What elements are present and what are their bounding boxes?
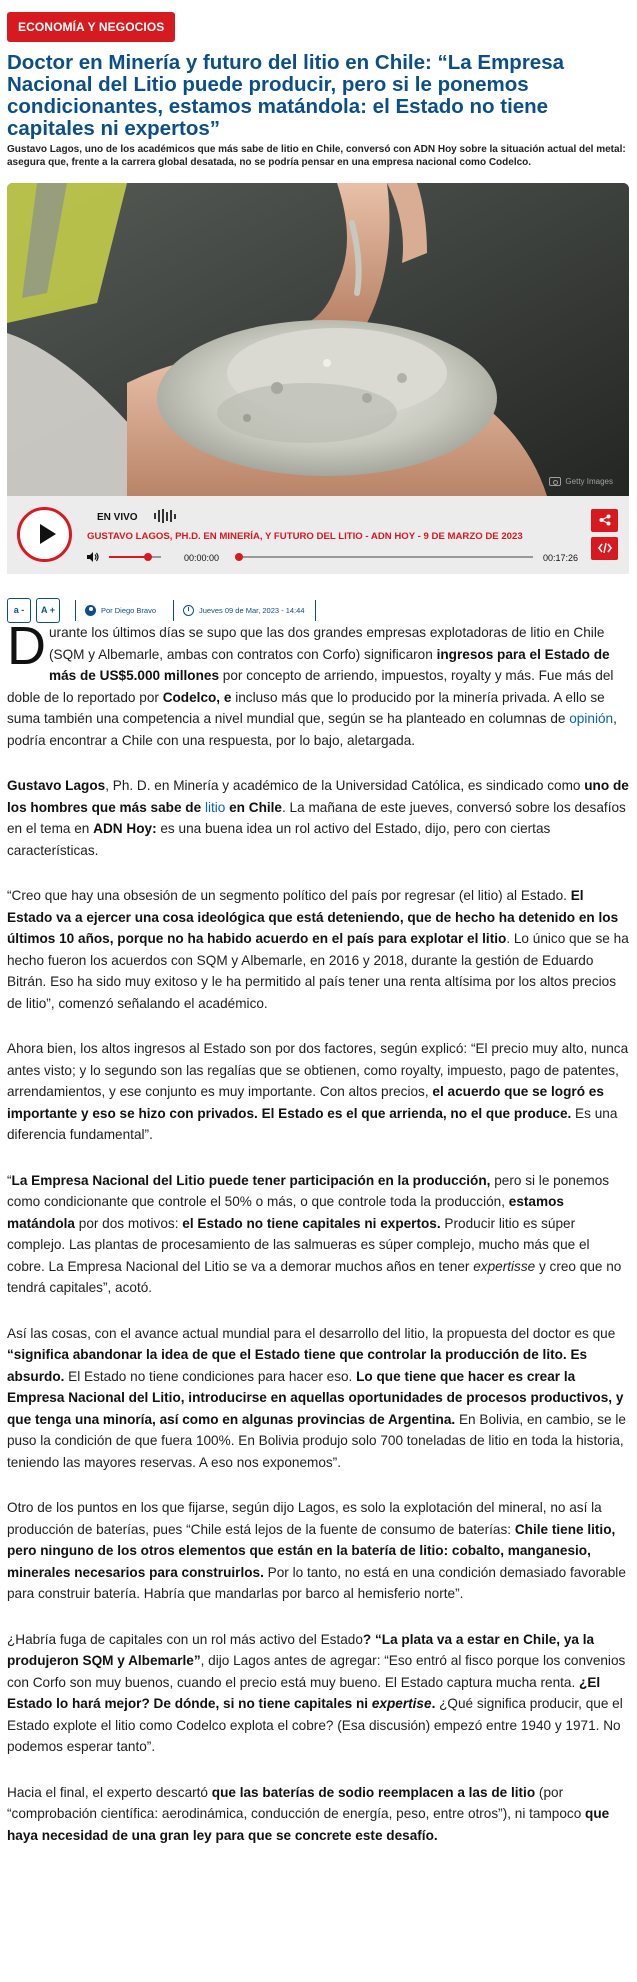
volume-slider[interactable]: [109, 556, 161, 558]
text-run: “Creo que hay una obsesión de un segmento político del país por regresar (el litio) al Estado.: [7, 888, 571, 903]
divider: [75, 600, 76, 621]
bold-text: Chile tiene litio, pero ninguno de los otros elementos que están en la batería de litio: cobalto, manganesio, minerales necesarios para construirlos.: [7, 1521, 616, 1580]
bold-text: ? “La plata va a estar en Chile, ya la produjeron SQM y Albemarle”: [7, 1631, 595, 1668]
italic-text: expertisse: [473, 1258, 536, 1274]
paragraph: [7, 1170, 629, 1299]
text-run: Otro de los puntos en los que fijarse, según dijo Lagos, es solo la explotación del mineral, no así la producción de baterías, pues “Chile está lejos de la fuente de consumo de baterías:: [7, 1500, 602, 1537]
seek-bar[interactable]: [238, 556, 533, 558]
share-button[interactable]: [591, 509, 618, 532]
bold-text: uno de los hombres que más sabe de: [7, 778, 629, 815]
paragraph: [7, 1038, 629, 1146]
audio-wave-icon: [154, 509, 176, 523]
camera-icon: [549, 477, 561, 486]
bold-text: ¿El Estado lo hará mejor? De dónde, si no tiene capitales ni: [7, 1674, 601, 1711]
bold-text: el acuerdo que se logró es importante y eso se hizo con privados. El Estado es el que arrienda, no el que produce.: [7, 1084, 604, 1121]
text-run: Por lo tanto, no está en una condición demasiado favorable para construir batería. Habría que mandarlas por barco al hemisferio norte”.: [7, 1564, 626, 1601]
bold-text: que haya necesidad de una gran ley para que se concrete este desafío.: [7, 1806, 610, 1843]
clock-icon: [183, 605, 194, 616]
text-run: , Ph. D. en Minería y académico de la Universidad Católica, es sindicado como: [105, 778, 585, 793]
text-run: En Bolivia, en cambio, se le puso la condición de que fuera 100%. En Bolivia produjo solo 700 toneladas de litio en toda la historia, teniendo las mayores reservas. A eso nos exponemos”.: [7, 1411, 626, 1470]
text-run: urante los últimos días se supo que las dos grandes empresas explotadoras de litio en Chile (SQM y Albemarle, ambas con contratos con Corfo) significaron: [49, 625, 605, 662]
publish-date: Jueves 09 de Mar, 2023 - 14:44: [199, 606, 305, 615]
divider: [173, 600, 174, 621]
hero-image: [7, 183, 629, 496]
text-run: El Estado no tiene condiciones para hacer eso.: [64, 1368, 357, 1384]
bold-text: Gustavo Lagos: [7, 778, 106, 793]
text-run: . La mañana de este jueves, conversó sobre los desafíos en el tema en: [7, 799, 626, 836]
bold-text: e: [223, 689, 232, 705]
paragraph: [7, 1629, 629, 1758]
bold-text: El Estado va a ejercer una cosa ideológica que está deteniendo, que de hecho ha detenido en los últimos 10 años, porque no ha habido acuerdo en el país para explotar el litio: [7, 888, 619, 946]
text-run: , podría encontrar a Chile con una respuesta, por lo bajo, aletargada.: [7, 711, 617, 748]
paragraph: [7, 1497, 629, 1605]
drop-cap: D: [7, 616, 46, 676]
inline-link[interactable]: litio: [204, 799, 226, 815]
article-lead: Gustavo Lagos, uno de los académicos que más sabe de litio en Chile, conversó con ADN Hoy sobre la situación actual del metal: asegura que, frente a la carrera global desatada, no se podría pensar en una empresa nacional como Codelco.: [7, 144, 626, 168]
author-name[interactable]: Por Diego Bravo: [101, 606, 157, 615]
category-badge[interactable]: ECONOMÍA Y NEGOCIOS: [7, 12, 175, 42]
text-run: Hacia el final, el experto descartó: [7, 1784, 212, 1800]
bold-text: Lo que tiene que hacer es crear la Empresa Nacional del Litio, introducirse en aquellas oportunidades de procesos productivos, y que tenga una minoría, así como en algunas provincias de Argentina.: [7, 1368, 624, 1427]
bold-text: Codelco,: [162, 689, 221, 705]
bold-text: en Chile: [225, 799, 282, 815]
text-run: pero si le ponemos como condicionante que controle el 50% o más, o que controle toda la producción,: [7, 1172, 610, 1209]
photo-credit: Getty Images: [549, 477, 613, 486]
paragraph: [7, 1323, 629, 1474]
text-run: y creo que no tendrá capitales”, acotó.: [7, 1258, 622, 1295]
text-run: ¿Habría fuga de capitales con un rol más activo del Estado: [7, 1631, 363, 1647]
text-run: Ahora bien, los altos ingresos al Estado son por dos factores, según explicó: “El precio muy alto, nunca antes visto; y lo segundo son las regalías que se obtienen, como royalty, impuesto, pago de patentes, arrendamientos, y ese conjunto es muy importante. Con altos precios,: [7, 1041, 629, 1099]
text-run: , dijo Lagos antes de agregar: “Eso entró al fisco porque los convenios con Corfo son muy buenos, cuando el precio está muy bueno. El Estado captura mucha renta.: [7, 1653, 626, 1690]
text-run: incluso más que lo producido por la minería privada. A ello se suma también una competencia a nivel mundial que, según se ha planteado en columnas de: [7, 689, 605, 726]
bold-text: el Estado no tiene capitales ni expertos.: [182, 1215, 441, 1231]
text-run: “: [7, 1172, 12, 1188]
code-icon: [598, 542, 612, 554]
bold-text: estamos matándola: [7, 1194, 564, 1231]
episode-title: GUSTAVO LAGOS, PH.D. EN MINERÍA, Y FUTURO DEL LITIO - ADN HOY - 9 DE MARZO DE 2023: [87, 531, 523, 542]
article-toolbar: [7, 598, 629, 624]
live-label: EN VIVO: [97, 512, 138, 523]
font-decrease-button[interactable]: a -: [7, 598, 31, 623]
bold-text: ADN Hoy:: [93, 821, 157, 836]
bold-text: .: [431, 1696, 436, 1711]
text-run: . Lo único que se ha hecho fueron los acuerdos con SQM y Albemarle, en 2016 y 2018, durante la gestión de Eduardo Bitrán. Eso ha sido muy exitoso y le ha permitido al país tener una renta altísima por los altos precios de litio”, comenzó señalando el académico.: [7, 931, 629, 1011]
bold-text: La Empresa Nacional del Litio puede tener participación en la producción,: [11, 1172, 491, 1188]
bold-text: ingresos para el Estado de más de US$5.000 millones: [49, 646, 610, 683]
inline-link[interactable]: opinión: [569, 711, 614, 726]
bold-text: “significa abandonar la idea de que el Estado tiene que controlar la producción de lito. Es absurdo.: [7, 1347, 588, 1384]
play-button[interactable]: [17, 507, 72, 562]
text-run: Producir litio es súper complejo. Las plantas de procesamiento de las salmueras es súper complejo, mucho más que el cobre. La Empresa Nacional del Litio se va a demorar muchos años en tener: [7, 1215, 590, 1274]
text-run: (por “comprobación científica: aerodinámica, conducción de energía, peso, entre otros”), ni tampoco: [7, 1784, 586, 1821]
divider: [315, 600, 316, 621]
bold-italic-text: expertise: [371, 1696, 432, 1711]
share-icon: [599, 514, 611, 526]
total-time: 00:17:26: [543, 553, 579, 563]
text-run: por dos motivos:: [74, 1215, 183, 1231]
bold-text: que las baterías de sodio reemplacen a las de litio: [211, 1784, 536, 1800]
volume-icon[interactable]: [87, 552, 99, 562]
paragraph: [7, 775, 629, 861]
paragraph: [7, 885, 629, 1014]
article-headline: Doctor en Minería y futuro del litio en Chile: “La Empresa Nacional del Litio puede producir, pero si le ponemos condicionantes, estamos matándola: el Estado no tiene capitales ni expertos”: [7, 51, 565, 140]
audio-player: [7, 496, 629, 574]
text-run: Así las cosas, con el avance actual mundial para el desarrollo del litio, la propuesta del doctor es que: [7, 1325, 616, 1341]
paragraph: [7, 1782, 629, 1847]
author-icon: [85, 605, 96, 616]
text-run: es una buena idea un rol activo del Estado, dijo, pero con ciertas características.: [7, 821, 551, 858]
seek-handle[interactable]: [235, 553, 243, 561]
current-time: 00:00:00: [184, 553, 220, 563]
text-run: ¿Qué significa producir, que el Estado explote el litio como Codelco explota el cobre? (Esa discusión) empezó entre 1940 y 1971. No podemos esperar tanto”.: [7, 1696, 623, 1754]
article-body: [7, 616, 629, 1870]
text-run: por concepto de arriendo, impuestos, royalty y más. Fue más del doble de lo reportado por: [7, 668, 614, 705]
embed-button[interactable]: [591, 537, 618, 560]
font-increase-button[interactable]: A +: [36, 598, 60, 623]
paragraph: [7, 616, 629, 751]
text-run: Es una diferencia fundamental”.: [7, 1105, 618, 1142]
